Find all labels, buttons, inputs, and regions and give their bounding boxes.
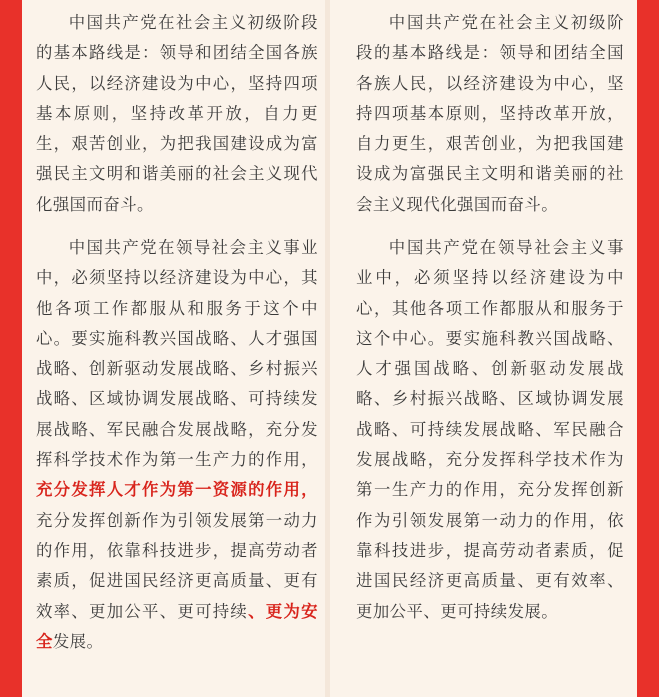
right-column-original-text (330, 0, 637, 697)
left-paragraph-2-text-a: 中国共产党在领导社会主义事业中，必须坚持以经济建设为中心，其他各项工作都服从和服务于这个中心。要实施科教兴国战略、人才强国战略、创新驱动发展战略、乡村振兴战略、区域协调发展战略、可持续发展战略、军民融合发展战略，充分发挥科学技术作为第一生产力的作用， (36, 238, 318, 470)
highlight-more-secure: 、更为安全 (36, 601, 318, 651)
right-paragraph-basic-line: 中国共产党在社会主义初级阶段的基本路线是：领导和团结全国各族人民，以经济建设为中心，坚持四项基本原则，坚持改革开放，自力更生，艰苦创业，为把我国建设成为富强民主文明和谐美丽的社会主义现代化强国而奋斗。 (356, 13, 624, 214)
left-column-revised-text (22, 0, 325, 697)
left-paragraph-2-text-c: 发展。 (52, 631, 104, 651)
right-paragraph-economic-center: 中国共产党在领导社会主义事业中，必须坚持以经济建设为中心，其他各项工作都服从和服务于这个中心。要实施科教兴国战略、人才强国战略、创新驱动发展战略、乡村振兴战略、区域协调发展战略、可持续发展战略、军民融合发展战略，充分发挥科学技术作为第一生产力的作用，充分发挥创新作为引领发展第一动力的作用，依靠科技进步，提高劳动者素质，促进国民经济更高质量、更有效率、更加公平、更可持续发展。 (356, 238, 624, 621)
left-paragraph-basic-line: 中国共产党在社会主义初级阶段的基本路线是：领导和团结全国各族人民，以经济建设为中心，坚持四项基本原则，坚持改革开放，自力更生，艰苦创业，为把我国建设成为富强民主文明和谐美丽的社会主义现代化强国而奋斗。 (36, 13, 318, 214)
highlight-talent-first-resource: 充分发挥人才作为第一资源的作用， (36, 480, 318, 500)
left-paragraph-economic-center (36, 233, 318, 657)
left-paragraph-2-text-b: 充分发挥创新作为引领发展第一动力的作用，依靠科技进步，提高劳动者素质，促进国民经济更高质量、更有效率、更加公平、更可持续 (36, 510, 318, 621)
